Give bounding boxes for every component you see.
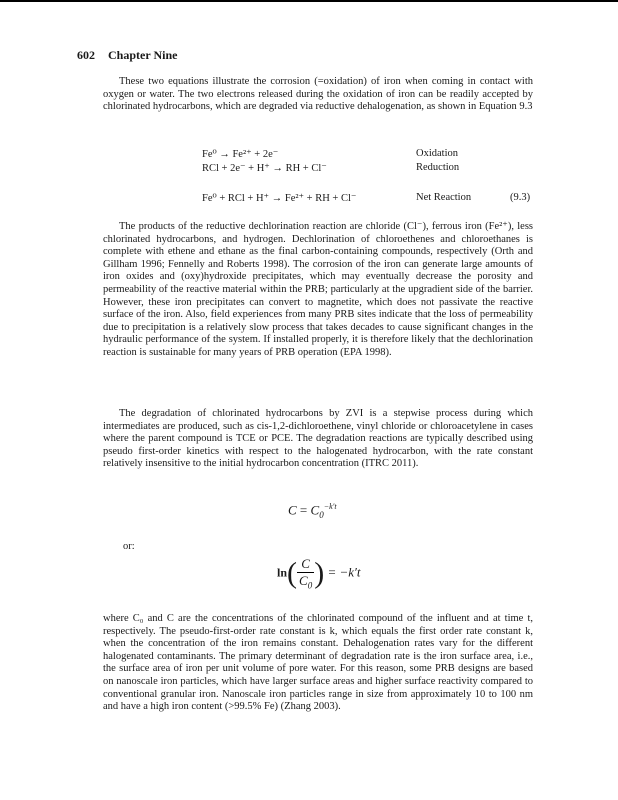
formula-subscript: 0 — [319, 509, 324, 520]
formula-exponent: −k′t — [323, 502, 337, 511]
equation-expression: RCl + 2e⁻ + H⁺ → RH + Cl⁻ — [202, 163, 327, 174]
running-header — [77, 48, 187, 63]
paragraph-rate-constants: where C₀ and C are the concentrations of the chlorinated compound of the influent and at time t, respectively. The pseudo-first-order rate constant is k, which equals the first order rate constant k, when the concentration of the iron remains constant. Dehalogenation rates vary for the different halogenated contaminants. The primary determinant of degradation rate is the iron surface area, i.e., the surface area of iron per unit volume of pore water. For this reason, some PRB designs are based on nanoscale iron particles, which have larger surface areas and higher surface reactivity compared to conventional granular iron. Nanoscale iron particles range in size from approximately 10 to 100 nm and have a high iron content (>99.5% Fe) (Zhang 2003). — [103, 613, 533, 713]
equation-label: Reduction — [416, 162, 460, 173]
paragraph-intro: These two equations illustrate the corrosion (=oxidation) of iron when coming in contact with oxygen or water. The two electrons released during the oxidation of iron can be readily accepted by chlorinated hydrocarbons, which are degraded via reductive dehalogenation, as shown in Equation 9.3 — [103, 76, 533, 113]
rate-equation: $C = C_0^{-k't}$ — [288, 502, 337, 520]
formula-fraction — [297, 556, 314, 591]
paragraph-products: The products of the reductive dechlorination reaction are chloride (Cl⁻), ferrous iron (Fe²⁺), less chlorinated hydrocarbons, and hydrogen. Dechlorination of chloroethenes and chloroethanes is complete with ethene and ethane as the final carbon-containing compounds, respectively (Orth and Gillham 1996; Fennelly and Roberts 1998). The corrosion of the iron can generate large amounts of iron oxides and (oxy)hydroxide precipitates, which may eventually decrease the porosity and permeability of the reactive material within the PRB; particularly at the upgradient side of the barrier. However, these iron precipitates can convert to magnetite, which does not passivate the reactive surface of the iron. Also, field experiences from many PRB sites indicate that the loss of permeability due to precipitation is a relatively slow process that takes decades to cause significant changes in the hydraulic performance of the system. If installed properly, it is therefore likely that the dechlorination reaction is sustainable for many years of PRB operation (EPA 1998). — [103, 221, 533, 358]
top-rule — [0, 0, 618, 2]
paragraph-degradation: The degradation of chlorinated hydrocarbons by ZVI is a stepwise process during which intermediates are produced, such as cis-1,2-dichloroethene, vinyl chloride or chloroacetylene in cases where the parent compound is TCE or PCE. The degradation reactions are typically described using pseudo first-order kinetics with respect to the halogenated hydrocarbon, with the rate constant relatively insensitive to the initial hydrocarbon concentration (ITRC 2011). — [103, 408, 533, 470]
fraction-numerator: C — [297, 556, 314, 573]
equation-number: (9.3) — [510, 192, 531, 203]
equation-expression: Fe⁰ → Fe²⁺ + 2e⁻ — [202, 149, 279, 160]
formula-rhs: = −k′t — [327, 564, 361, 580]
formula-c: C — [288, 502, 297, 518]
formula-subscript: 0 — [307, 580, 313, 591]
equation-expression: Fe⁰ + RCl + H⁺ → Fe²⁺ + RH + Cl⁻ — [202, 193, 357, 204]
chapter-title: Chapter Nine — [108, 48, 178, 62]
page-number: 602 — [77, 48, 95, 62]
log-rate-equation: ln( $\frac{C}{C_0}$ ) = −k′t — [277, 556, 361, 591]
equation-label: Oxidation — [416, 148, 458, 159]
formula-c0: C — [310, 502, 320, 518]
fraction-denominator: C — [299, 573, 308, 588]
or-label: or: — [123, 541, 135, 552]
formula-ln: ln — [277, 565, 288, 580]
equation-label: Net Reaction — [416, 192, 472, 203]
